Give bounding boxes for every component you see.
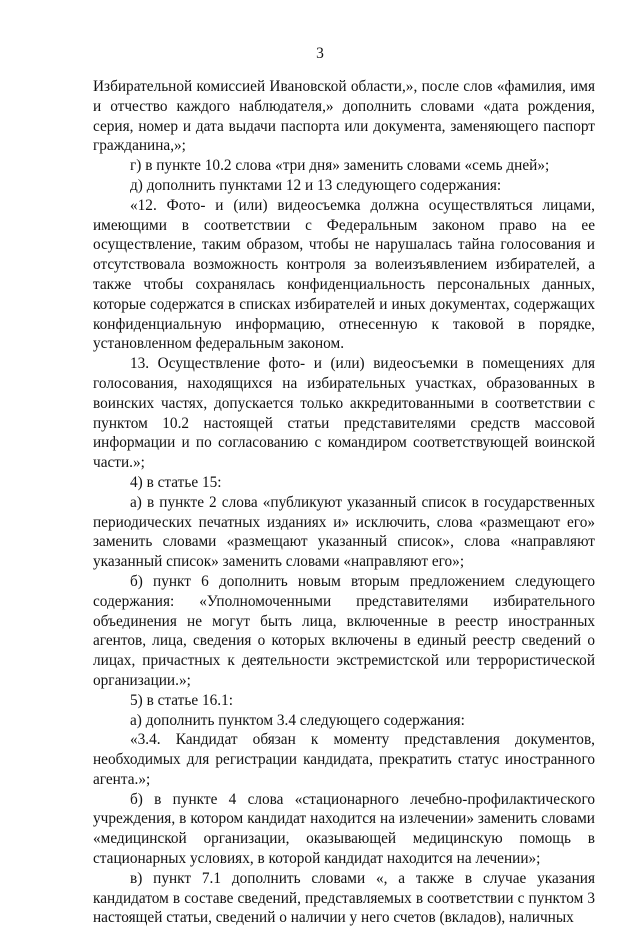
page-number: 3 <box>316 45 324 62</box>
paragraph-clause-13: 13. Осуществление фото- и (или) видеосъемки в помещениях для голосования, находящихся на избирательных участках, образованных в воинских частях, допускается только аккредитованными в соответствии с пунктом 10.2 настоящей статьи представителями средств массовой информации и по согласованию с командиром соответствующей воинской части.»; <box>93 355 595 472</box>
paragraph-article-16-1: 5) в статье 16.1: <box>130 691 233 709</box>
document-body <box>93 77 595 928</box>
paragraph-clause-3-4: «3.4. Кандидат обязан к моменту представления документов, необходимых для регистрации кандидата, прекратить статус иностранного агента.»; <box>93 731 595 788</box>
paragraph-article-15-a: а) в пункте 2 слова «публикуют указанный список в государственных периодических печатных изданиях и» исключить, слова «размещают его» заменить словами «размещают указанный список», слова «направляют указанный список» заменить словами «направляют его»; <box>93 493 595 571</box>
paragraph-clause-12: «12. Фото- и (или) видеосъемка должна осуществляться лицами, имеющими в соответствии с Федеральным законом право на ее осуществление, таким образом, чтобы не нарушалась тайна голосования и отсутствовала возможность контроля за волеизъявлением избирателей, а также чтобы сохранялась конфиденциальность персональных данных, которые содержатся в списках избирателей и иных документах, содержащих конфиденциальную информацию, отнесенную к таковой в порядке, установленном федеральным законом. <box>93 196 595 353</box>
paragraph-item-g: г) в пункте 10.2 слова «три дня» заменить словами «семь дней»; <box>130 157 550 175</box>
paragraph-article-16-1-b: б) в пункте 4 слова «стационарного лечебно-профилактического учреждения, в котором кандидат находится на излечении» заменить словами «медицинской организации, оказывающей медицинскую помощь в стационарных условиях, в которой кандидат находится на лечении»; <box>93 790 595 868</box>
paragraph-article-15-b: б) пункт 6 дополнить новым вторым предложением следующего содержания: «Уполномоченными представителями избирательного объединения не могут быть лица, включенные в реестр иностранных агентов, лица, сведения о которых включены в единый реестр сведений о лицах, причастных к деятельности экстремистской или террористической организации.»; <box>93 572 595 689</box>
paragraph-continuation: Избирательной комиссией Ивановской области,», после слов «фамилия, имя и отчество каждого наблюдателя,» дополнить словами «дата рождения, серия, номер и дата выдачи паспорта или документа, заменяющего паспорт гражданина,»; <box>93 78 595 155</box>
paragraph-article-15: 4) в статье 15: <box>130 473 222 491</box>
paragraph-item-d: д) дополнить пунктами 12 и 13 следующего содержания: <box>130 176 502 194</box>
paragraph-article-16-1-v: в) пункт 7.1 дополнить словами «, а также в случае указания кандидатом в составе сведений, представляемых в соответствии с пунктом 3 настоящей статьи, сведений о наличии у него счетов (вкладов), наличных <box>93 869 595 927</box>
paragraph-article-16-1-a: а) дополнить пунктом 3.4 следующего содержания: <box>130 711 465 729</box>
